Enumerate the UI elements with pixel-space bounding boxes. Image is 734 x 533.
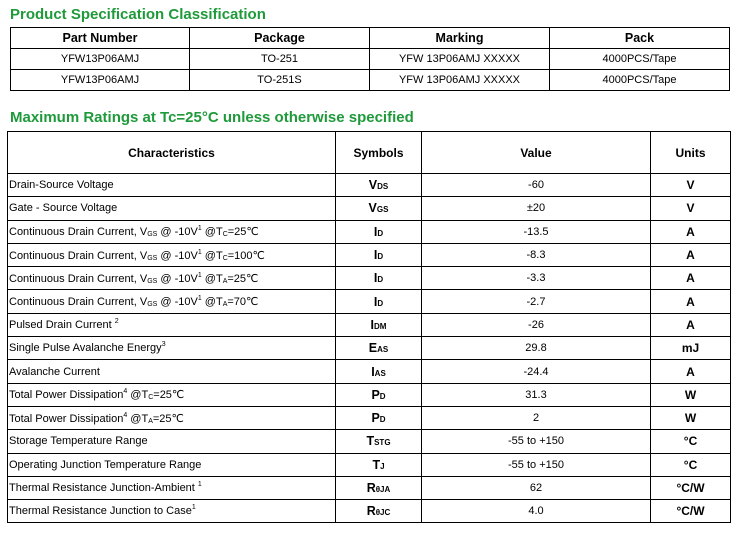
value-cell: 29.8	[422, 337, 651, 360]
symbol-main: I	[370, 317, 375, 332]
characteristic-text: Continuous Drain Current, V	[9, 272, 148, 285]
symbol-cell	[336, 220, 422, 243]
symbol-cell	[336, 453, 422, 476]
table-row	[8, 360, 731, 383]
spec-header-part-number: Part Number	[11, 28, 190, 49]
characteristic-cell	[8, 430, 336, 453]
symbol-subscript: θJC	[375, 508, 391, 518]
characteristic-text: 1	[197, 295, 202, 303]
characteristic-text: @T	[201, 296, 223, 309]
spec-table	[10, 27, 730, 91]
characteristic-text: =25℃	[227, 226, 259, 239]
symbol-cell	[336, 476, 422, 499]
characteristic-cell	[8, 174, 336, 197]
unit-cell: °C/W	[651, 476, 731, 499]
symbol-cell	[336, 406, 422, 429]
symbol-subscript: D	[377, 228, 384, 238]
table-row	[8, 174, 731, 197]
symbol-cell	[336, 174, 422, 197]
characteristic-text: GS	[147, 231, 158, 239]
spec-cell-pack: 4000PCS/Tape	[550, 70, 730, 91]
ratings-header-value: Value	[422, 132, 651, 174]
ratings-section-title: Maximum Ratings at Tc=25°C unless otherwise specified	[10, 109, 414, 126]
characteristic-text: @ -10V	[157, 226, 198, 239]
characteristic-text: =25℃	[152, 412, 184, 425]
table-row	[8, 197, 731, 220]
ratings-header-row	[8, 132, 731, 174]
symbol-main: P	[371, 387, 380, 402]
characteristic-text: C	[148, 394, 154, 402]
symbol-main: T	[372, 457, 381, 472]
spec-cell-marking: YFW 13P06AMJ XXXXX	[370, 70, 550, 91]
characteristic-cell	[8, 220, 336, 243]
symbol-subscript: D	[379, 391, 386, 401]
characteristic-text: C	[222, 254, 228, 262]
spec-cell-pack: 4000PCS/Tape	[550, 49, 730, 70]
characteristic-text: Single Pulse Avalanche Energy	[9, 342, 162, 355]
spec-cell-part-number: YFW13P06AMJ	[11, 70, 190, 91]
characteristic-text: C	[222, 231, 228, 239]
symbol-cell	[336, 290, 422, 313]
characteristic-text: Continuous Drain Current, V	[9, 249, 148, 262]
table-row	[8, 220, 731, 243]
table-row	[8, 267, 731, 290]
value-cell: ±20	[422, 197, 651, 220]
value-cell: -24.4	[422, 360, 651, 383]
spec-cell-marking: YFW 13P06AMJ XXXXX	[370, 49, 550, 70]
characteristic-text: 1	[197, 271, 202, 279]
unit-cell: W	[651, 383, 731, 406]
table-row	[8, 500, 731, 523]
characteristic-text: 1	[197, 225, 202, 233]
value-cell: -55 to +150	[422, 430, 651, 453]
unit-cell: W	[651, 406, 731, 429]
symbol-subscript: STG	[374, 438, 391, 448]
characteristic-text: 4	[123, 388, 128, 396]
symbol-subscript: AS	[374, 368, 386, 378]
characteristic-cell	[8, 500, 336, 523]
characteristic-cell	[8, 197, 336, 220]
value-cell: -8.3	[422, 243, 651, 266]
symbol-subscript: D	[379, 415, 386, 425]
value-cell: 4.0	[422, 500, 651, 523]
unit-cell: °C	[651, 453, 731, 476]
symbol-subscript: AS	[377, 345, 389, 355]
ratings-header-units: Units	[651, 132, 731, 174]
characteristic-text: @T	[127, 389, 149, 402]
value-cell: -55 to +150	[422, 453, 651, 476]
characteristic-text: Gate - Source Voltage	[9, 202, 118, 215]
table-row	[8, 243, 731, 266]
symbol-cell	[336, 360, 422, 383]
spec-cell-package: TO-251S	[190, 70, 370, 91]
value-cell: -26	[422, 313, 651, 336]
characteristic-text: Drain-Source Voltage	[9, 179, 114, 192]
characteristic-cell	[8, 360, 336, 383]
characteristic-cell	[8, 337, 336, 360]
symbol-main: E	[368, 341, 378, 356]
spec-header-marking: Marking	[370, 28, 550, 49]
characteristic-text: Operating Junction Temperature Range	[9, 458, 202, 471]
value-cell: -60	[422, 174, 651, 197]
symbol-cell	[336, 313, 422, 336]
unit-cell: V	[651, 174, 731, 197]
characteristic-text: @ -10V	[157, 272, 198, 285]
ratings-header-symbols: Symbols	[336, 132, 422, 174]
value-cell: 62	[422, 476, 651, 499]
symbol-main: I	[373, 248, 378, 263]
characteristic-text: =25℃	[153, 389, 185, 402]
characteristic-text: GS	[147, 301, 158, 309]
unit-cell: mJ	[651, 337, 731, 360]
characteristic-text: 1	[197, 248, 202, 256]
symbol-cell	[336, 500, 422, 523]
characteristic-text: Thermal Resistance Junction to Case	[9, 505, 192, 518]
symbol-subscript: J	[380, 461, 385, 471]
symbol-subscript: GS	[376, 205, 389, 215]
spec-row	[11, 70, 730, 91]
spec-section-title: Product Specification Classification	[10, 6, 266, 23]
characteristic-text: 2	[114, 317, 119, 325]
unit-cell: V	[651, 197, 731, 220]
characteristic-text: @ -10V	[157, 249, 198, 262]
characteristic-text: GS	[147, 277, 158, 285]
characteristic-cell	[8, 406, 336, 429]
unit-cell: A	[651, 313, 731, 336]
symbol-subscript: DS	[377, 182, 389, 192]
characteristic-cell	[8, 243, 336, 266]
characteristic-text: @T	[201, 226, 223, 239]
symbol-cell	[336, 197, 422, 220]
unit-cell: A	[651, 267, 731, 290]
value-cell: -3.3	[422, 267, 651, 290]
symbol-subscript: D	[377, 298, 384, 308]
characteristic-text: Continuous Drain Current, V	[9, 226, 148, 239]
symbol-cell	[336, 337, 422, 360]
unit-cell: A	[651, 290, 731, 313]
symbol-subscript: D	[377, 275, 384, 285]
symbol-main: I	[373, 294, 378, 309]
table-row	[8, 406, 731, 429]
characteristic-text: Thermal Resistance Junction-Ambient	[9, 482, 198, 494]
characteristic-text: 4	[123, 411, 128, 419]
symbol-main: V	[368, 201, 377, 216]
characteristic-text: =100℃	[227, 249, 265, 262]
characteristic-cell	[8, 453, 336, 476]
symbol-main: T	[366, 434, 375, 449]
characteristic-text: 1	[191, 504, 196, 512]
symbol-cell	[336, 383, 422, 406]
table-row	[8, 476, 731, 499]
symbol-main: P	[371, 411, 380, 426]
characteristic-text: 1	[197, 481, 202, 488]
spec-row	[11, 49, 730, 70]
characteristic-cell	[8, 476, 336, 499]
characteristic-text: Total Power Dissipation	[9, 412, 124, 425]
characteristic-text: Total Power Dissipation	[9, 389, 124, 402]
characteristic-cell	[8, 290, 336, 313]
unit-cell: A	[651, 220, 731, 243]
symbol-subscript: DM	[374, 321, 387, 331]
spec-cell-part-number: YFW13P06AMJ	[11, 49, 190, 70]
unit-cell: A	[651, 243, 731, 266]
symbol-cell	[336, 267, 422, 290]
spec-header-pack: Pack	[550, 28, 730, 49]
value-cell: -13.5	[422, 220, 651, 243]
unit-cell: °C/W	[651, 500, 731, 523]
characteristic-text: @T	[201, 272, 223, 285]
symbol-main: I	[371, 364, 375, 379]
spec-header-package: Package	[190, 28, 370, 49]
table-row	[8, 290, 731, 313]
symbol-subscript: D	[377, 252, 384, 262]
unit-cell: °C	[651, 430, 731, 453]
characteristic-text: Avalanche Current	[9, 365, 100, 378]
spec-header-row	[11, 28, 730, 49]
symbol-main: I	[373, 271, 378, 286]
symbol-cell	[336, 430, 422, 453]
table-row	[8, 337, 731, 360]
characteristic-text: @ -10V	[157, 296, 198, 309]
value-cell: 31.3	[422, 383, 651, 406]
characteristic-cell	[8, 267, 336, 290]
characteristic-text: Continuous Drain Current, V	[9, 296, 148, 309]
characteristic-text: =70℃	[227, 296, 259, 309]
value-cell: -2.7	[422, 290, 651, 313]
characteristic-text: @T	[201, 249, 223, 262]
characteristic-cell	[8, 383, 336, 406]
characteristic-text: GS	[147, 254, 158, 262]
ratings-header-characteristics: Characteristics	[8, 132, 336, 174]
table-row	[8, 383, 731, 406]
characteristic-text: 3	[161, 341, 166, 349]
characteristic-cell	[8, 313, 336, 336]
value-cell: 2	[422, 406, 651, 429]
ratings-table	[7, 131, 731, 523]
table-row	[8, 313, 731, 336]
unit-cell: A	[651, 360, 731, 383]
symbol-cell	[336, 243, 422, 266]
table-row	[8, 453, 731, 476]
characteristic-text: Pulsed Drain Current	[9, 318, 115, 331]
characteristic-text: =25℃	[227, 272, 259, 285]
symbol-subscript: θJA	[375, 485, 391, 494]
characteristic-text: @T	[127, 412, 149, 425]
symbol-main: V	[368, 178, 378, 193]
characteristic-text: A	[222, 301, 228, 309]
characteristic-text: Storage Temperature Range	[9, 435, 148, 448]
symbol-main: R	[366, 504, 376, 519]
symbol-main: R	[366, 481, 376, 495]
characteristic-text: A	[222, 277, 228, 285]
spec-cell-package: TO-251	[190, 49, 370, 70]
symbol-main: I	[373, 224, 378, 239]
table-row	[8, 430, 731, 453]
characteristic-text: A	[148, 417, 153, 425]
ratings-body	[8, 174, 731, 523]
